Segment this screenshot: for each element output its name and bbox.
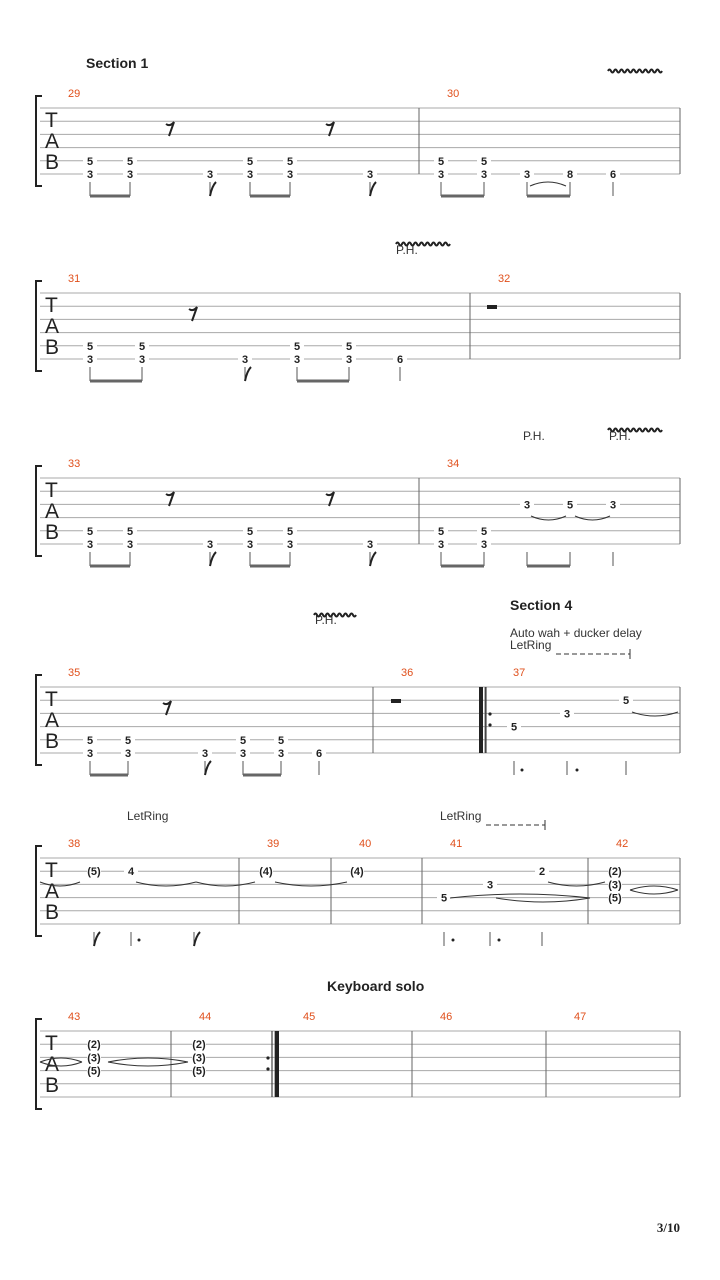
half-rest-icon bbox=[487, 305, 497, 309]
bar-number: 29 bbox=[68, 88, 81, 100]
bar-number: 31 bbox=[68, 273, 81, 285]
tab-clef-letter: B bbox=[45, 901, 60, 924]
fret-number: 3 bbox=[86, 354, 94, 366]
fret-number: 5 bbox=[440, 892, 448, 905]
tab-clef-letter: B bbox=[45, 730, 60, 753]
tab-clef-letter: A bbox=[45, 130, 60, 153]
fret-number: 3 bbox=[366, 539, 374, 551]
fret-number: 3 bbox=[277, 748, 285, 760]
bar-number: 43 bbox=[68, 1011, 81, 1023]
bar-number: 30 bbox=[447, 88, 460, 100]
fret-number: 3 bbox=[437, 539, 445, 551]
fret-number: 3 bbox=[609, 499, 617, 512]
fret-number: (2) bbox=[87, 1039, 101, 1052]
fret-number: 3 bbox=[437, 169, 445, 181]
system-bracket bbox=[36, 846, 42, 936]
system-bracket bbox=[36, 281, 42, 371]
repeat-end-thick bbox=[275, 1031, 279, 1097]
vibrato-icon bbox=[608, 70, 662, 73]
fret-number: 3 bbox=[201, 748, 209, 760]
fret-number: 5 bbox=[138, 340, 146, 353]
note-flag-icon bbox=[194, 932, 200, 946]
fret-number: 3 bbox=[246, 539, 254, 551]
fret-number: 8 bbox=[566, 169, 574, 181]
fret-number: 5 bbox=[345, 340, 353, 353]
fret-number: 5 bbox=[480, 155, 488, 168]
tab-clef-letter: A bbox=[45, 880, 60, 903]
fret-number: 5 bbox=[277, 734, 285, 747]
tab-clef-letter: B bbox=[45, 1074, 60, 1097]
fret-number: (5) bbox=[192, 1065, 206, 1078]
tab-clef-letter: T bbox=[45, 859, 58, 882]
annotation-text: LetRing bbox=[127, 809, 169, 823]
fret-number: 3 bbox=[241, 354, 249, 366]
bar-number: 32 bbox=[498, 273, 511, 285]
fret-number: 5 bbox=[286, 525, 294, 538]
fret-number: (3) bbox=[87, 1052, 101, 1065]
bar-number: 40 bbox=[359, 838, 372, 850]
duration-dot bbox=[521, 769, 524, 772]
note-flag-icon bbox=[210, 182, 216, 196]
fret-number: 3 bbox=[563, 708, 571, 721]
fret-number: 3 bbox=[523, 169, 531, 181]
tie-curve bbox=[630, 886, 678, 890]
fret-number: 3 bbox=[239, 748, 247, 760]
fret-number: 5 bbox=[293, 340, 301, 353]
duration-dot bbox=[452, 939, 455, 942]
fret-number: (2) bbox=[608, 866, 622, 879]
fret-number: 3 bbox=[366, 169, 374, 181]
fret-number: 5 bbox=[246, 525, 254, 538]
vibrato-icon bbox=[314, 614, 356, 617]
fret-number: (3) bbox=[608, 879, 622, 892]
system-bracket bbox=[36, 466, 42, 556]
tab-clef-letter: B bbox=[45, 336, 60, 359]
fret-number: 3 bbox=[126, 539, 134, 551]
repeat-dot bbox=[266, 1067, 269, 1070]
bar-number: 35 bbox=[68, 667, 81, 679]
fret-number: 3 bbox=[345, 354, 353, 366]
bar-number: 37 bbox=[513, 667, 526, 679]
note-flag-icon bbox=[94, 932, 100, 946]
bar-number: 46 bbox=[440, 1011, 453, 1023]
fret-number: 3 bbox=[523, 499, 531, 512]
system-bracket bbox=[36, 1019, 42, 1109]
tie-curve bbox=[108, 1058, 188, 1062]
fret-number: (5) bbox=[608, 892, 622, 905]
duration-dot bbox=[138, 939, 141, 942]
bar-number: 45 bbox=[303, 1011, 316, 1023]
bar-number: 47 bbox=[574, 1011, 587, 1023]
fret-number: (5) bbox=[87, 866, 101, 879]
system-bracket bbox=[36, 675, 42, 765]
fret-number: 3 bbox=[124, 748, 132, 760]
tie-curve bbox=[108, 1062, 188, 1066]
fret-number: 5 bbox=[437, 155, 445, 168]
fret-number: 5 bbox=[566, 499, 574, 512]
fret-number: 5 bbox=[622, 695, 630, 708]
bar-number: 38 bbox=[68, 838, 81, 850]
system-bracket bbox=[36, 96, 42, 186]
annotation-text: LetRing bbox=[440, 809, 482, 823]
page-number: 3/10 bbox=[656, 1220, 680, 1235]
tie-curve bbox=[630, 890, 678, 894]
fret-number: 3 bbox=[246, 169, 254, 181]
tie-curve bbox=[496, 898, 590, 902]
fret-number: 2 bbox=[538, 866, 546, 879]
tab-clef-letter: B bbox=[45, 521, 60, 544]
section-title: Keyboard solo bbox=[327, 978, 425, 994]
fret-number: 5 bbox=[510, 721, 518, 734]
fret-number: 3 bbox=[206, 169, 214, 181]
fret-number: 5 bbox=[86, 734, 94, 747]
fret-number: 5 bbox=[126, 155, 134, 168]
bar-number: 44 bbox=[199, 1011, 212, 1023]
note-flag-icon bbox=[370, 182, 376, 196]
fret-number: 6 bbox=[315, 748, 323, 760]
bar-number: 39 bbox=[267, 838, 280, 850]
bar-number: 41 bbox=[450, 838, 463, 850]
tab-clef-letter: A bbox=[45, 500, 60, 523]
fret-number: (5) bbox=[87, 1065, 101, 1078]
fret-number: 3 bbox=[126, 169, 134, 181]
tab-clef-letter: A bbox=[45, 1053, 60, 1076]
fret-number: 5 bbox=[124, 734, 132, 747]
fret-number: 5 bbox=[86, 155, 94, 168]
fret-number: 3 bbox=[86, 539, 94, 551]
fret-number: (3) bbox=[192, 1052, 206, 1065]
fret-number: 5 bbox=[246, 155, 254, 168]
fret-number: (2) bbox=[192, 1039, 206, 1052]
tab-clef-letter: T bbox=[45, 294, 58, 317]
tab-clef-letter: T bbox=[45, 688, 58, 711]
annotation-text: P.H. bbox=[523, 429, 545, 443]
fret-number: 3 bbox=[138, 354, 146, 366]
section-title: Section 1 bbox=[86, 55, 149, 71]
tab-clef-letter: A bbox=[45, 709, 60, 732]
note-flag-icon bbox=[245, 367, 251, 381]
note-flag-icon bbox=[210, 552, 216, 566]
tab-clef-letter: T bbox=[45, 109, 58, 132]
repeat-dot bbox=[488, 723, 491, 726]
fret-number: 3 bbox=[86, 748, 94, 760]
tie-curve bbox=[632, 712, 678, 716]
tab-clef-letter: T bbox=[45, 1032, 58, 1055]
repeat-start-thick bbox=[479, 687, 483, 753]
annotation-text: P.H. bbox=[315, 613, 337, 627]
annotation-text: Auto wah + ducker delay bbox=[510, 626, 642, 640]
fret-number: 3 bbox=[480, 169, 488, 181]
repeat-dot bbox=[266, 1056, 269, 1059]
fret-number: 5 bbox=[126, 525, 134, 538]
bar-number: 36 bbox=[401, 667, 414, 679]
annotation-text: P.H. bbox=[609, 429, 631, 443]
note-flag-icon bbox=[370, 552, 376, 566]
tab-clef-letter: A bbox=[45, 315, 60, 338]
repeat-dot bbox=[488, 712, 491, 715]
fret-number: 5 bbox=[286, 155, 294, 168]
fret-number: 4 bbox=[127, 866, 135, 879]
fret-number: 5 bbox=[86, 340, 94, 353]
bar-number: 34 bbox=[447, 458, 460, 470]
fret-number: 3 bbox=[206, 539, 214, 551]
fret-number: 3 bbox=[286, 539, 294, 551]
fret-number: 3 bbox=[486, 879, 494, 892]
fret-number: 6 bbox=[396, 354, 404, 366]
fret-number: 5 bbox=[437, 525, 445, 538]
bar-number: 42 bbox=[616, 838, 629, 850]
fret-number: 6 bbox=[609, 169, 617, 181]
tab-clef-letter: B bbox=[45, 151, 60, 174]
fret-number: 5 bbox=[480, 525, 488, 538]
annotation-text: P.H. bbox=[396, 243, 418, 257]
bar-number: 33 bbox=[68, 458, 81, 470]
annotation-text: LetRing bbox=[510, 638, 552, 652]
note-flag-icon bbox=[205, 761, 211, 775]
fret-number: 3 bbox=[286, 169, 294, 181]
fret-number: (4) bbox=[259, 866, 273, 879]
duration-dot bbox=[576, 769, 579, 772]
fret-number: 3 bbox=[293, 354, 301, 366]
half-rest-icon bbox=[391, 699, 401, 703]
tab-clef-letter: T bbox=[45, 479, 58, 502]
tie-curve bbox=[530, 182, 566, 186]
fret-number: 5 bbox=[239, 734, 247, 747]
duration-dot bbox=[498, 939, 501, 942]
section-title: Section 4 bbox=[510, 597, 573, 613]
fret-number: 3 bbox=[86, 169, 94, 181]
fret-number: 5 bbox=[86, 525, 94, 538]
fret-number: (4) bbox=[350, 866, 364, 879]
fret-number: 3 bbox=[480, 539, 488, 551]
